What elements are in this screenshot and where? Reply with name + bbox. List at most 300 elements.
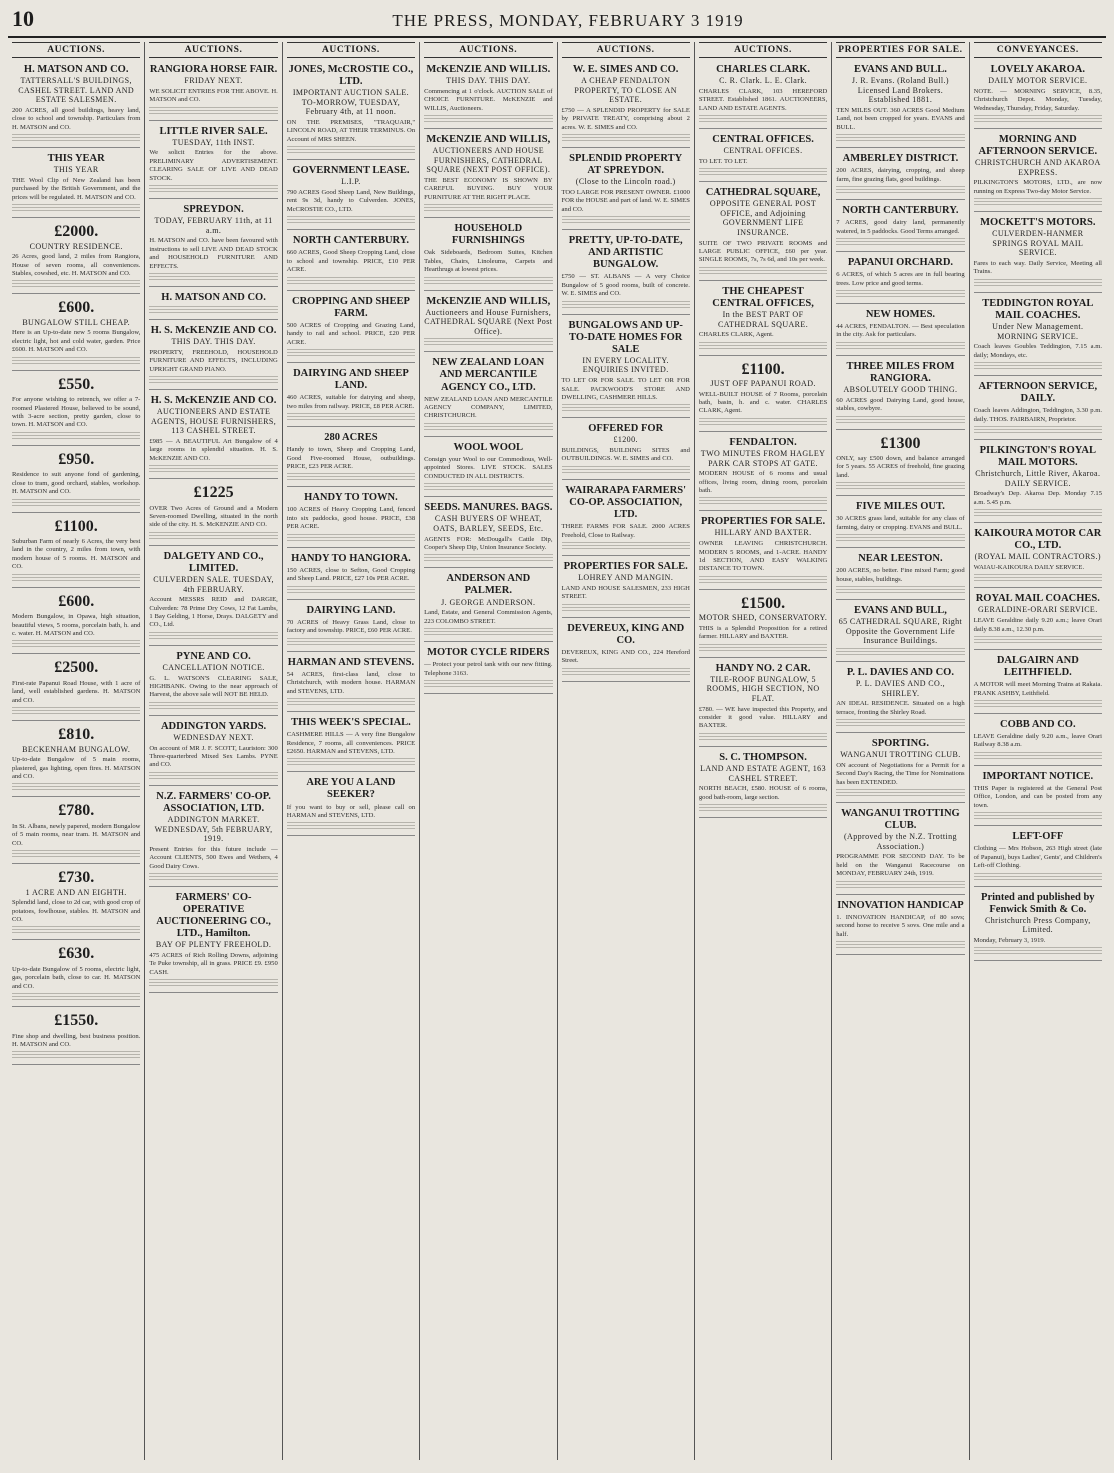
- ad-body: THREE FARMS FOR SALE. 2000 ACRES Freehold, Close to Railway.: [561, 523, 690, 539]
- ad-headline: NEW ZEALAND LOAN AND MERCANTILE AGENCY CO., LTD.: [432, 357, 545, 393]
- ad-headline: DEVEREUX, KING AND CO.: [567, 622, 685, 646]
- ad-body: In St. Albans, newly papered, modern Bungalow of 5 main rooms, near tram. H. MATSON and CO.: [12, 822, 141, 847]
- advertisement: [287, 293, 415, 363]
- ad-body: THE Wool Clip of New Zealand has been purchased by the British Government, and the prices will be regulated. H. MATSON and CO.: [12, 176, 141, 201]
- ad-headline: CHARLES CLARK.: [716, 64, 811, 75]
- ad-headline: EVANS AND BULL,: [854, 605, 947, 617]
- ad-body: Oak Sideboards, Bedroom Suites, Kitchen Tables, Chairs, Linoleums, Carpets and Hearthrugs at lowest prices.: [424, 249, 553, 274]
- small-print-lines: [974, 115, 1102, 122]
- ad-headline: THREE MILES FROM RANGIORA.: [846, 360, 955, 384]
- small-print-lines: [149, 873, 277, 880]
- ad-body: Coach leaves Goubles Teddington, 7.15 a.m. daily; Mondays, etc.: [973, 343, 1102, 359]
- advertisement: [974, 295, 1102, 376]
- ad-body: MODERN HOUSE of 6 rooms and usual offices, living room, dining room, porcelain bath.: [698, 470, 828, 494]
- ad-subheading: Christchurch Press Company, Limited.: [985, 915, 1091, 935]
- small-print-lines: [562, 216, 690, 223]
- advertisement: [149, 201, 277, 287]
- small-print-lines: [424, 204, 552, 211]
- ad-body: 26 Acres, good land, 2 miles from Rangiora, House of seven rooms, all conveniences. Stables, cowshed, etc. H. MATSON and CO.: [12, 253, 141, 277]
- ad-body: Commencing at 1 o'clock. AUCTION SALE of CHOICE FURNITURE. McKENZIE and WILLIS, Auctioneers.: [424, 87, 553, 112]
- ad-headline: HANDY TO HANGIORA.: [291, 552, 411, 564]
- advertisement: [424, 499, 552, 568]
- ad-subheading: ABSOLUTELY GOOD THING.: [843, 385, 958, 395]
- ad-subheading: THIS YEAR: [53, 165, 99, 175]
- ad-headline: NEW HOMES.: [865, 308, 936, 320]
- advertisement: [974, 716, 1102, 766]
- ad-body: THIS Paper is registered at the General Post Office, London, and can be posted from any town.: [973, 784, 1102, 809]
- small-print-lines: [12, 499, 140, 506]
- paper-dateline: THE PRESS, MONDAY, FEBRUARY 3 1919: [392, 11, 744, 30]
- advertisement: [836, 358, 964, 430]
- advertisement: [12, 220, 140, 294]
- ad-headline: N.Z. FARMERS' CO-OP. ASSOCIATION, LTD.: [156, 790, 271, 814]
- ad-body: CASHMERE HILLS — A very fine Bungalow Residence, 7 rooms, all conveniences. PRICE £2650. HARMAN and STEVENS, LTD.: [286, 731, 416, 755]
- ad-headline: £1225: [193, 484, 234, 502]
- advertisement: [562, 620, 690, 682]
- small-print-lines: [12, 574, 140, 581]
- ad-headline: McKENZIE AND WILLIS,: [426, 133, 551, 145]
- small-print-lines: [12, 926, 140, 933]
- small-print-lines: [974, 279, 1102, 286]
- ad-headline: £1300: [880, 434, 921, 452]
- small-print-lines: [12, 783, 140, 790]
- advertisement: [699, 513, 827, 589]
- ad-headline: £2500.: [54, 659, 99, 677]
- small-print-lines: [699, 168, 827, 175]
- ad-body: PILKINGTON'S MOTORS, LTD., are now running on Express Two-day Motor Service.: [973, 179, 1102, 195]
- small-print-lines: [836, 416, 964, 423]
- ad-body: Coach leaves Addington, Teddington, 3.30 p.m. daily. THOS. FAIRBAIRN, Proprietor.: [973, 407, 1102, 423]
- advertisement: [836, 306, 964, 356]
- advertisement: [699, 660, 827, 747]
- small-print-lines: [12, 707, 140, 714]
- ad-body: On account of MR J. F. SCOTT, Lauriston: 300 Three-quarterbred Mixed Sex Lambs. PYNE and CO.: [149, 744, 278, 769]
- ad-headline: PILKINGTON'S ROYAL MAIL MOTORS.: [979, 445, 1097, 469]
- column-header: AUCTIONS.: [424, 42, 552, 58]
- ad-subheading: (ROYAL MAIL CONTRACTORS.): [974, 552, 1101, 562]
- column-header: AUCTIONS.: [12, 42, 140, 58]
- ad-headline: DAIRYING AND SHEEP LAND.: [293, 368, 409, 392]
- ad-body: ON THE PREMISES, "TRAQUAIR," LINCOLN ROAD, AT THEIR TERMINUS. On Account of MRS SHEEN.: [286, 118, 416, 143]
- ad-subheading: £1200.: [613, 435, 638, 445]
- advertisement: [12, 296, 140, 370]
- small-print-lines: [836, 238, 964, 245]
- ad-headline: £730.: [58, 869, 95, 887]
- ad-body: TEN MILES OUT. 360 ACRES Good Medium Land, not been cropped for years. EVANS and BULL.: [836, 106, 965, 131]
- advertisement: [287, 429, 415, 487]
- columns: [8, 42, 1106, 1460]
- advertisement: [974, 590, 1102, 650]
- ad-headline: ROYAL MAIL COACHES.: [975, 593, 1100, 605]
- small-print-lines: [699, 267, 827, 274]
- ad-subheading: THIS DAY. THIS DAY.: [446, 76, 531, 86]
- small-print-lines: [974, 426, 1102, 433]
- advertisement: [699, 131, 827, 182]
- ad-body: £780. — WE have inspected this Property, and consider it good value. HILLARY and BAXTER.: [698, 705, 828, 730]
- ad-body: 660 ACRES, Good Sheep Cropping Land, close to school and township. PRICE, £10 PER ACRE.: [286, 249, 416, 274]
- small-print-lines: [149, 772, 277, 779]
- small-print-lines: [974, 509, 1102, 516]
- ad-headline: MOTOR CYCLE RIDERS: [427, 647, 550, 658]
- ad-headline: £810.: [58, 726, 95, 744]
- advertisement: [149, 788, 277, 887]
- small-print-lines: [149, 632, 277, 639]
- advertisement: [699, 749, 827, 818]
- advertisement: [287, 602, 415, 652]
- ad-headline: £1100.: [54, 517, 98, 535]
- ad-headline: CATHEDRAL SQUARE,: [705, 187, 821, 199]
- small-print-lines: [836, 134, 964, 141]
- small-print-lines: [974, 574, 1102, 581]
- ad-body: PROPERTY, FREEHOLD, HOUSEHOLD FURNITURE AND EFFECTS, INCLUDING UPRIGHT GRAND PIANO.: [149, 348, 278, 373]
- ad-body: DEVEREUX, KING AND CO., 224 Hereford Street.: [561, 648, 690, 665]
- ad-body: WELL-BUILT HOUSE of 7 Rooms, porcelain bath, basin, h. and c. water. CHARLES CLARK, Agent.: [698, 390, 828, 415]
- ad-headline: MOCKETT'S MOTORS.: [980, 217, 1096, 229]
- ad-headline: SPREYDON.: [183, 203, 244, 215]
- small-print-lines: [836, 941, 964, 948]
- ad-headline: LEFT-OFF: [1012, 831, 1064, 843]
- ad-subheading: COUNTRY RESIDENCE.: [29, 241, 123, 251]
- advertisement: [836, 498, 964, 548]
- small-print-lines: [699, 644, 827, 651]
- advertisement: [836, 432, 964, 497]
- advertisement: [424, 220, 552, 290]
- ad-body: Up-to-date Bungalow of 5 rooms, electric light, gas, porcelain bath, close to car. H. MATSON and CO.: [12, 965, 141, 990]
- ad-headline: £780.: [58, 802, 95, 820]
- ad-body: CHARLES CLARK, Agent.: [698, 331, 774, 339]
- ad-body: £750 — A SPLENDID PROPERTY for SALE by PRIVATE TREATY, comprising about 2 acres. W. E. SIMES and CO.: [561, 106, 690, 131]
- advertisement: [562, 558, 690, 618]
- ad-headline: KAIKOURA MOTOR CAR CO., LTD.: [974, 528, 1102, 552]
- ad-subheading: TATTERSALL'S BUILDINGS, CASHEL STREET. LAND AND ESTATE SALESMEN.: [18, 76, 135, 105]
- column-header: CONVEYANCES.: [974, 42, 1102, 58]
- advertisement: [974, 378, 1102, 440]
- small-print-lines: [287, 822, 415, 829]
- small-print-lines: [12, 357, 140, 364]
- small-print-lines: [836, 482, 964, 489]
- advertisement: [424, 61, 552, 129]
- ad-headline: W. E. SIMES AND CO.: [572, 64, 679, 75]
- ad-subheading: LOHREY AND MANGIN.: [578, 573, 674, 583]
- column-5: [558, 42, 695, 1460]
- ad-body: Fine shop and dwelling, best business position. H. MATSON and CO.: [12, 1032, 141, 1048]
- advertisement: [699, 592, 827, 658]
- advertisement: [699, 358, 827, 432]
- ad-body: PROGRAMME FOR SECOND DAY. To be held on the Wanganui Racecourse on MONDAY, FEBRUARY 24th, 1919.: [836, 853, 965, 878]
- small-print-lines: [12, 993, 140, 1000]
- small-print-lines: [974, 752, 1102, 759]
- ad-headline: H. S. McKENZIE AND CO.: [150, 394, 277, 406]
- advertisement: [287, 654, 415, 712]
- ad-headline: PAPANUI ORCHARD.: [847, 257, 954, 269]
- advertisement: [12, 515, 140, 588]
- advertisement: [424, 570, 552, 642]
- ad-headline: RANGIORA HORSE FAIR.: [149, 64, 278, 75]
- advertisement: [287, 61, 415, 160]
- ad-headline: LOVELY AKAROA.: [990, 64, 1085, 75]
- small-print-lines: [149, 702, 277, 709]
- column-8: [970, 42, 1106, 1460]
- ad-headline: BUNGALOWS AND UP-TO-DATE HOMES FOR SALE: [568, 319, 683, 355]
- small-print-lines: [699, 733, 827, 740]
- ad-subheading: JUST OFF PAPANUI ROAD.: [710, 378, 816, 388]
- small-print-lines: [149, 185, 277, 192]
- ad-subheading: BUNGALOW STILL CHEAP.: [22, 317, 131, 327]
- small-print-lines: [562, 668, 690, 675]
- small-print-lines: [287, 758, 415, 765]
- advertisement: [149, 481, 277, 546]
- ad-subheading: P. L. DAVIES AND CO., SHIRLEY.: [855, 678, 946, 698]
- ad-body: NORTH BEACH, £580. HOUSE of 6 rooms, good bath-room, large section.: [698, 785, 828, 801]
- ad-subheading: TODAY, FEBRUARY 11th, at 11 a.m.: [154, 216, 273, 235]
- ad-headline: NORTH CANTERBURY.: [292, 235, 410, 247]
- ad-subheading: TWO MINUTES FROM HAGLEY PARK CAR STOPS AT GATE.: [700, 448, 826, 468]
- small-print-lines: [974, 362, 1102, 369]
- ad-body: 44 ACRES, FENDALTON. — Best speculation in the city. Ask for particulars.: [836, 323, 965, 339]
- ad-subheading: IMPORTANT AUCTION SALE. TO-MORROW, TUESDAY, February 4th, at 11 noon.: [292, 88, 410, 117]
- ad-headline: S. C. THOMPSON.: [719, 751, 807, 763]
- ad-body: WAIAU-KAIKOURA DAILY SERVICE.: [973, 563, 1085, 571]
- ad-subheading: BAY OF PLENTY FREEHOLD.: [155, 940, 272, 950]
- ad-headline: LITTLE RIVER SALE.: [159, 125, 268, 137]
- ad-body: Broadway's Dep. Akaroa Dep. Monday 7.15 a.m. 5.45 p.m.: [973, 490, 1102, 506]
- small-print-lines: [149, 979, 277, 986]
- ad-body: If you want to buy or sell, please call on HARMAN and STEVENS, LTD.: [286, 803, 416, 819]
- advertisement: [836, 550, 964, 600]
- ad-body: THE BEST ECONOMY IS SHOWN BY CAREFUL BUYING. BUY YOUR FURNITURE AT THE RIGHT PLACE.: [424, 176, 553, 201]
- ad-subheading: A CHEAP FENDALTON PROPERTY, TO CLOSE AN ESTATE.: [574, 76, 677, 105]
- small-print-lines: [699, 115, 827, 122]
- ad-body: Consign your Wool to our Commodious, Well-appointed Stores. LIVE STOCK. SALES CONDUCTED IN ALL DISTRICTS.: [424, 455, 553, 480]
- small-print-lines: [562, 404, 690, 411]
- small-print-lines: [12, 640, 140, 647]
- ad-subheading: CENTRAL OFFICES.: [723, 146, 803, 156]
- small-print-lines: [974, 198, 1102, 205]
- ad-body: LEAVE Geraldine daily 9.20 a.m.; leave Orari daily 8.38 a.m., 12.30 p.m.: [973, 617, 1102, 633]
- small-print-lines: [699, 418, 827, 425]
- ad-subheading: 1 ACRE AND AN EIGHTH.: [25, 887, 127, 897]
- ad-headline: SPORTING.: [871, 738, 929, 750]
- advertisement: [12, 373, 140, 446]
- ad-headline: MORNING AND AFTERNOON SERVICE.: [978, 133, 1098, 158]
- small-print-lines: [424, 338, 552, 345]
- ad-headline: NEAR LEESTON.: [858, 553, 943, 565]
- small-print-lines: [12, 280, 140, 287]
- advertisement: [974, 652, 1102, 714]
- small-print-lines: [974, 873, 1102, 880]
- ad-headline: TEDDINGTON ROYAL MAIL COACHES.: [982, 297, 1094, 321]
- ad-body: Monday, February 3, 1919.: [973, 936, 1046, 944]
- ad-body: OWNER LEAVING CHRISTCHURCH. MODERN 5 ROOMS, and 1-ACRE. HANDY 1d SECTION, AND EASY WALKING DISTANCE TO TOWN.: [698, 540, 828, 573]
- ad-subheading: Under New Management. MORNING SERVICE.: [992, 322, 1084, 341]
- ad-subheading: In the BEST PART OF CATHEDRAL SQUARE.: [718, 309, 809, 329]
- ad-subheading: DAILY MOTOR SERVICE.: [988, 76, 1088, 86]
- column-3: [283, 42, 420, 1460]
- ad-subheading: ADDINGTON MARKET. WEDNESDAY, 5th FEBRUARY, 1919.: [154, 814, 273, 844]
- ad-subheading: Auctioneers and House Furnishers, CATHEDRAL SQUARE (Next Post Office).: [424, 307, 553, 336]
- ad-headline: ANDERSON AND PALMER.: [446, 573, 531, 597]
- small-print-lines: [424, 483, 552, 490]
- small-print-lines: [836, 290, 964, 297]
- small-print-lines: [149, 306, 277, 313]
- ad-headline: 280 ACRES: [324, 432, 378, 443]
- advertisement: [699, 283, 827, 356]
- ad-headline: £1500.: [741, 594, 786, 612]
- small-print-lines: [699, 576, 827, 583]
- column-1: [8, 42, 145, 1460]
- advertisement: [562, 232, 690, 315]
- ad-subheading: L.I.P.: [341, 177, 361, 187]
- small-print-lines: [12, 850, 140, 857]
- ad-headline: £1100.: [741, 360, 785, 378]
- ad-subheading: AUCTIONEERS AND HOUSE FURNISHERS, CATHEDRAL SQUARE (NEXT POST OFFICE).: [426, 146, 551, 175]
- ad-body: Suburban Farm of nearly 6 Acres, the very best land in the country, 2 miles from town, with modern house of 5 rooms. H. MATSON and CO.: [12, 537, 141, 571]
- small-print-lines: [287, 586, 415, 593]
- ad-headline: ARE YOU A LAND SEEKER?: [306, 777, 396, 801]
- ad-subheading: LAND AND ESTATE AGENT, 163 CASHEL STREET.: [700, 763, 826, 783]
- advertisement: [287, 489, 415, 547]
- advertisement: [12, 866, 140, 940]
- advertisement: [836, 602, 964, 662]
- small-print-lines: [287, 146, 415, 153]
- advertisement: [149, 61, 277, 121]
- ad-headline: £1550.: [54, 1012, 99, 1030]
- advertisement: [149, 548, 277, 646]
- ad-body: TO LET. TO LET.: [698, 157, 748, 165]
- small-print-lines: [149, 532, 277, 539]
- ad-headline: £600.: [58, 592, 95, 610]
- ad-headline: WAIRARAPA FARMERS' CO-OP. ASSOCIATION, LTD.: [565, 484, 687, 521]
- ad-body: Residence to suit anyone fond of gardening, close to tram, good orchard, stables, workshop. H. MATSON and CO.: [12, 471, 141, 496]
- advertisement: [424, 131, 552, 218]
- advertisement: [974, 61, 1102, 129]
- advertisement: [12, 942, 140, 1007]
- ad-headline: EVANS AND BULL.: [854, 64, 947, 75]
- small-print-lines: [836, 789, 964, 796]
- ad-headline: £950.: [58, 450, 95, 468]
- ad-headline: H. S. McKENZIE AND CO.: [150, 325, 277, 336]
- ad-body: BUILDINGS, BUILDING SITES and OUTBUILDINGS. W. E. SIMES and CO.: [561, 447, 690, 463]
- advertisement: [12, 1009, 140, 1065]
- ad-body: LEAVE Geraldine daily 9.20 a.m., leave Orari Railway 8.38 a.m.: [973, 733, 1102, 749]
- ad-body: Splendid land, close to 2d car, with good crop of potatoes, fowlhouse, stables. H. MATSON and CO.: [12, 899, 141, 923]
- column-header: AUCTIONS.: [562, 42, 690, 58]
- ad-subheading: WANGANUI TROTTING CLUB.: [840, 750, 961, 760]
- advertisement: [149, 322, 277, 390]
- ad-body: £985 — A BEAUTIFUL Art Bungalow of 4 large rooms in splendid situation. H. S. McKENZIE AND CO.: [149, 437, 278, 462]
- advertisement: [149, 392, 277, 479]
- ad-headline: SEEDS. MANURES. BAGS.: [424, 502, 553, 514]
- small-print-lines: [424, 423, 552, 430]
- ad-subheading: MOTOR SHED, CONSERVATORY.: [698, 613, 828, 623]
- column-header: AUCTIONS.: [149, 42, 277, 58]
- ad-headline: £630.: [58, 945, 95, 963]
- ad-subheading: GERALDINE-ORARI SERVICE.: [978, 605, 1098, 615]
- ad-subheading: WEDNESDAY NEXT.: [173, 732, 254, 742]
- ad-subheading: CASH BUYERS OF WHEAT, OATS, BARLEY, SEEDS, Etc.: [433, 514, 544, 533]
- small-print-lines: [974, 947, 1102, 954]
- ad-headline: HANDY TO TOWN.: [304, 492, 398, 504]
- ad-headline: GOVERNMENT LEASE.: [292, 165, 410, 177]
- column-header: AUCTIONS.: [699, 42, 827, 58]
- advertisement: [562, 61, 690, 148]
- small-print-lines: [12, 1051, 140, 1058]
- small-print-lines: [424, 115, 552, 122]
- ad-body: CHARLES CLARK, 103 HEREFORD STREET. Established 1861. AUCTIONEERS, LAND AND ESTATE AGENTS.: [698, 87, 828, 112]
- ad-subheading: 65 CATHEDRAL SQUARE, Right Opposite the Government Life Insurance Buildings.: [838, 617, 963, 646]
- small-print-lines: [562, 134, 690, 141]
- ad-body: ONLY, say £500 down, and balance arranged for 5 years. 55 ACRES of freehold, fine grazing land.: [836, 454, 965, 479]
- advertisement: [424, 293, 552, 353]
- advertisement: [836, 202, 964, 252]
- advertisement: [287, 550, 415, 600]
- small-print-lines: [836, 719, 964, 726]
- ad-body: Modern Bungalow, in Opawa, high situation, beautiful views, 5 rooms, porcelain bath, h. and c. water. H. MATSON and CO.: [12, 613, 141, 637]
- ad-headline: THIS YEAR: [47, 153, 105, 165]
- ad-body: 1. INNOVATION HANDICAP, of 80 sovs; second horse to receive 5 sovs. One mile and a half.: [836, 913, 965, 938]
- ad-body: AN IDEAL RESIDENCE. Situated on a high terrace, fronting the Shirley Road.: [836, 700, 965, 716]
- advertisement: [149, 889, 277, 993]
- ad-body: First-rate Papanui Road House, with 1 acre of land, well established gardens. H. MATSON and CO.: [12, 679, 141, 704]
- ad-body: NEW ZEALAND LOAN AND MERCANTILE AGENCY COMPANY, LIMITED, CHRISTCHURCH.: [424, 395, 553, 420]
- small-print-lines: [699, 342, 827, 349]
- ad-subheading: CULVERDEN-HANMER SPRINGS ROYAL MAIL SERVICE.: [992, 229, 1084, 258]
- ad-headline: £600.: [58, 299, 95, 317]
- column-header: AUCTIONS.: [287, 42, 415, 58]
- ad-headline: HOUSEHOLD FURNISHINGS: [451, 223, 525, 247]
- ad-subheading: C. R. Clark. L. E. Clark.: [719, 76, 808, 86]
- advertisement: [12, 590, 140, 655]
- advertisement: [974, 442, 1102, 523]
- advertisement: [424, 439, 552, 497]
- advertisement: [12, 723, 140, 797]
- ad-headline: SPLENDID PROPERTY AT SPREYDON.: [569, 153, 683, 177]
- advertisement: [12, 799, 140, 864]
- advertisement: [424, 644, 552, 694]
- ad-headline: HANDY NO. 2 CAR.: [715, 662, 811, 674]
- ad-subheading: AUCTIONEERS AND ESTATE AGENTS, HOUSE FURNISHERS, 113 CASHEL STREET.: [151, 407, 277, 436]
- small-print-lines: [149, 376, 277, 383]
- small-print-lines: [836, 342, 964, 349]
- ad-body: For anyone wishing to retrench, we offer a 7-roomed Plastered House, believed to be sound, with 3-acre section, pretty garden, close to town. H. MATSON and CO.: [12, 396, 141, 429]
- ad-headline: McKENZIE AND WILLIS.: [426, 64, 551, 75]
- small-print-lines: [974, 700, 1102, 707]
- advertisement: [836, 664, 964, 733]
- ad-headline: DAIRYING LAND.: [306, 604, 396, 616]
- small-print-lines: [974, 812, 1102, 819]
- column-7: [832, 42, 969, 1460]
- small-print-lines: [149, 107, 277, 114]
- ad-headline: IMPORTANT NOTICE.: [982, 770, 1094, 782]
- ad-subheading: TILE-ROOF BUNGALOW, 5 ROOMS, HIGH SECTION, NO FLAT.: [706, 674, 820, 703]
- ad-body: Clothing — Mrs Hobson, 263 High street (late of Papanui), buys Ladies', Gents', and Children's Left-off Clothing.: [973, 845, 1102, 870]
- ad-subheading: (Approved by the N.Z. Trotting Association.): [843, 832, 957, 851]
- ad-body: 30 ACRES grass land, suitable for any class of farming, dairy or cropping. EVANS and BULL.: [836, 515, 965, 531]
- ad-body: 6 ACRES, of which 5 acres are in full bearing trees. Low price and good terms.: [836, 271, 965, 287]
- ad-headline: FIVE MILES OUT.: [856, 501, 945, 513]
- advertisement: [287, 162, 415, 230]
- ad-subheading: J. GEORGE ANDERSON.: [441, 597, 536, 607]
- advertisement: [974, 525, 1102, 588]
- advertisement: [562, 317, 690, 419]
- ad-headline: PROPERTIES FOR SALE.: [700, 516, 826, 528]
- small-print-lines: [149, 273, 277, 280]
- advertisement: [424, 354, 552, 437]
- column-6: [695, 42, 832, 1460]
- small-print-lines: [287, 349, 415, 356]
- small-print-lines: [287, 216, 415, 223]
- small-print-lines: [699, 497, 827, 504]
